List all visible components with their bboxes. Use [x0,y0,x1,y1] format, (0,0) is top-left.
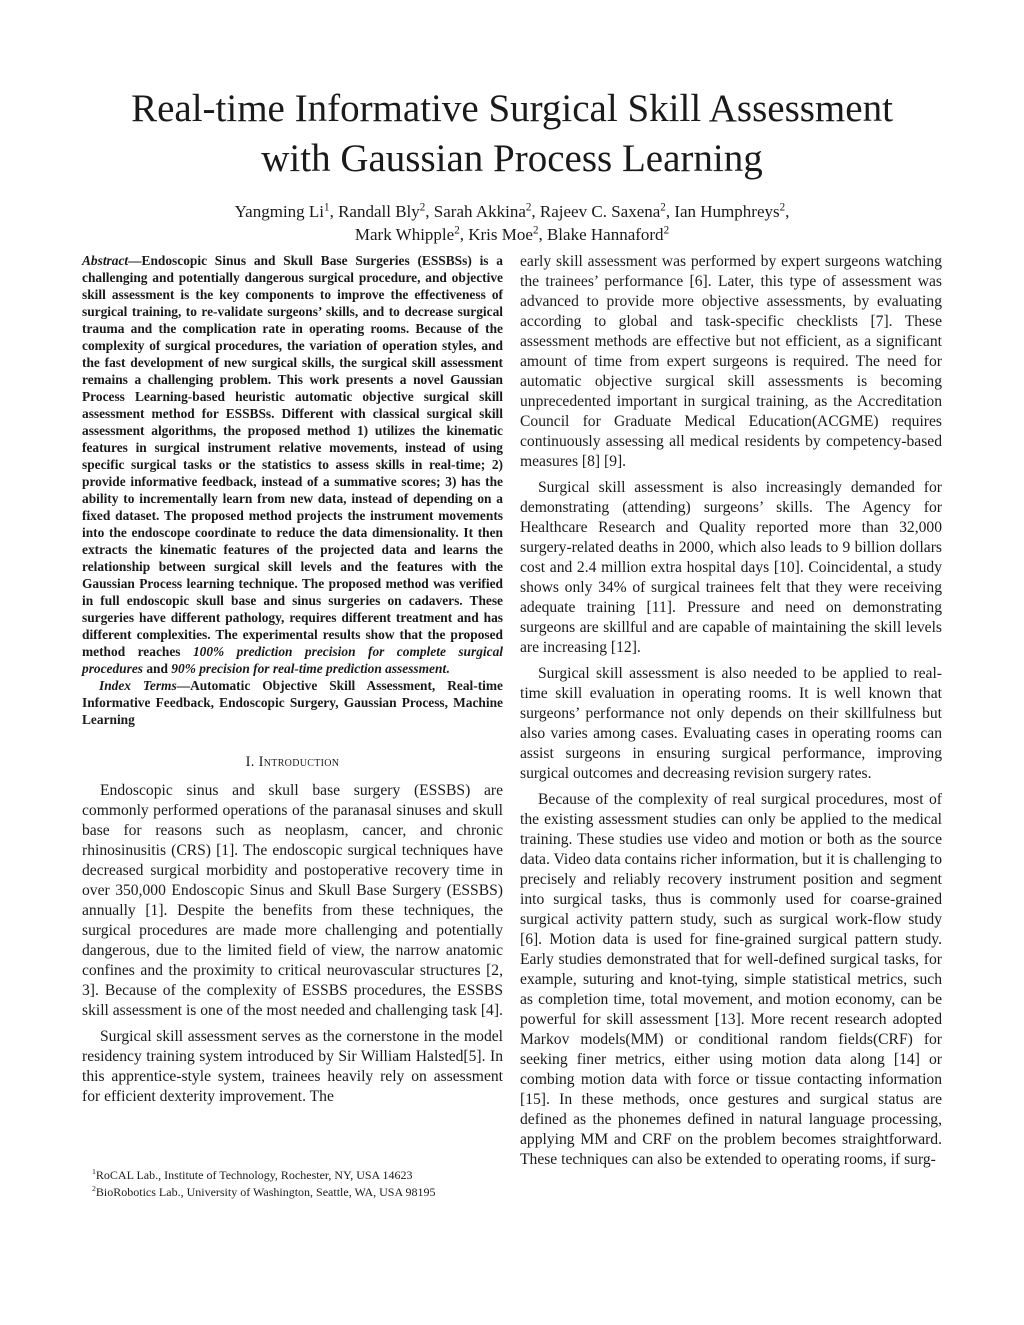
author-name: Randall Bly [338,202,420,221]
footnote-text: BioRobotics Lab., University of Washington, Seattle, WA, USA 98195 [95,1185,436,1199]
abstract-connector: and [143,661,172,676]
author-name: Rajeev C. Saxena [539,202,661,221]
body-paragraph: Because of the complexity of real surgical procedures, most of the existing assessment studies can only be applied to the medical training. These studies use video and motion or both as the source data. Video data contains richer information, but it is challenging to precisely and reliably recovery instrument position and segment into surgical tasks, thus is commonly used for coarse-grained surgical activity pattern study, such as surgical work-flow study [6]. Motion data is used for fine-grained surgical pattern study. Early studies demonstrated that for well-defined surgical tasks, for example, suturing and knot-tying, simple statistical metrics, such as completion time, total movement, and motion economy, can be powerful for skill assessment [13]. More recent research adopted Markov models(MM) or conditional random fields(CRF) for seeking finer metrics, either using motion data along [14] or combing motion data with force or tissue contacting information [15]. In these methods, once gestures and surgical status are defined as the phonemes defined in natural language processing, applying MM and CRF on the problem becomes straightforward. These techniques can also be extended to operating rooms, if surg- [520,791,942,1168]
abstract-result-1: 100% prediction precision for complete surgical procedures [82,644,503,676]
paper-title [0,84,1024,184]
index-terms-text: Automatic Objective Skill Assessment, Real-time Informative Feedback, Endoscopic Surgery, Gaussian Process, Machine Learning [82,678,503,727]
author-name: Ian Humphreys [674,202,780,221]
footnote-mark: 1 [92,1167,96,1176]
footnote-mark: 2 [92,1184,96,1193]
abstract-label: Abstract [82,253,129,268]
author-name: Yangming Li [234,202,325,221]
right-column [520,252,942,1176]
author-separator: , [785,202,790,221]
author-affiliation-mark: 1 [324,201,330,214]
index-terms-dash: — [176,678,191,693]
abstract-dash: — [128,253,142,268]
title-line-2: with Gaussian Process Learning [261,137,763,180]
footnote [82,1167,503,1184]
section-number: I. [245,754,259,770]
right-paragraphs [520,252,942,1170]
author-separator: , [538,225,547,244]
author-line-2 [0,223,1024,246]
author-name: Sarah Akkina [433,202,526,221]
author-name: Kris Moe [468,225,533,244]
author-affiliation-mark: 2 [532,224,539,237]
abstract-end: . [446,661,450,676]
body-paragraph: Surgical skill assessment serves as the cornerstone in the model residency training system introduced by Sir William Halsted[5]. In this apprentice-style system, trainees heavily rely on assessment for efficient dexterity improvement. The [82,1028,503,1105]
author-name: Mark Whipple [354,225,455,244]
author-affiliation-mark: 2 [660,201,666,214]
author-separator: , [329,202,339,221]
author-list [0,200,1024,246]
author-affiliation-mark: 2 [525,201,532,214]
body-paragraph: Surgical skill assessment is also increasingly demanded for demonstrating (attending) surgeons’ skills. The Agency for Healthcare Research and Quality reported more than 32,000 surgery-related deaths in 2000, which also leads to 9 billion dollars cost and 2.4 million extra hospital days [10]. Coincidental, a study shows only 34% of surgical trainees felt that they were receiving adequate training [11]. Pressure and need on demonstrating surgeons are skillful and are capable of maintaining the skill levels are increasing [12]. [520,479,942,656]
section-heading-introduction [82,754,503,771]
abstract-text: Endoscopic Sinus and Skull Base Surgeries (ESSBSs) is a challenging and potentially dangerous surgical procedure, and objective skill assessment is the key components to improve the effectiveness of surgical training, to re-validate surgeons’ skills, and to decrease surgical trauma and the complication rate in operating rooms. Because of the complexity of surgical procedures, the variation of operation styles, and the fast development of new surgical skills, the surgical skill assessment remains a challenging problem. This work presents a novel Gaussian Process Learning-based heuristic automatic objective surgical skill assessment method for ESSBSs. Different with classical surgical skill assessment algorithms, the proposed method 1) utilizes the kinematic features in surgical instrument relative movements, instead of using specific surgical tasks or the statistics to assess skills in real-time; 2) provide informative feedback, instead of a summative scores; 3) has the ability to incrementally learn from new data, instead of depending on a fixed dataset. The proposed method projects the instrument movements into the endoscope coordinate to reduce the data dimensionality. It then extracts the kinematic features of the projected data and learns the relationship between surgical skill levels and the features with the Gaussian Process learning technique. The proposed method was verified in full endoscopic skull base and sinus surgeries on cadavers. These surgeries have different pathology, requires different treatment and has different complexities. The experimental results show that the proposed method reaches [82,253,503,659]
author-separator: , [459,225,469,244]
author-affiliation-mark: 2 [454,224,460,237]
body-paragraph: early skill assessment was performed by expert surgeons watching the trainees’ performance [6]. Later, this type of assessment was advanced to provide more objective assessments, by evaluating according to global and task-specific checklists [7]. These assessment methods are effective but not efficient, as a significant amount of time from expert surgeons is required. The need for automatic objective surgical skill assessments is becoming unprecedented important in surgical training, as the Accreditation Council for Graduate Medical Education(ACGME) requires continuously assessing all medical residents by competency-based measures [8] [9]. [520,253,942,470]
author-affiliation-mark: 2 [779,201,786,214]
section-title: Introduction [258,754,340,770]
abstract [82,252,503,677]
footnote-text: RoCAL Lab., Institute of Technology, Rochester, NY, USA 14623 [95,1168,413,1182]
author-separator: , [665,202,675,221]
index-terms-label: Index Terms [99,678,177,693]
author-name: Blake Hannaford [546,225,664,244]
author-separator: , [531,202,540,221]
index-terms [82,677,503,728]
author-affiliation-mark: 2 [663,224,670,237]
author-line-1 [0,200,1024,223]
footnotes [82,1167,503,1201]
abstract-result-2: 90% precision for real-time prediction assessment [171,661,447,676]
body-paragraph: Endoscopic sinus and skull base surgery (ESSBS) are commonly performed operations of the paranasal sinuses and skull base for reasons such as neoplasm, cancer, and chronic rhinosinusitis (CRS) [1]. The endoscopic surgical techniques have decreased surgical morbidity and postoperative recovery time in over 350,000 Endoscopic Sinus and Skull Base Surgery (ESSBS) annually [1]. Despite the benefits from these techniques, the surgical procedures are made more challenging and potentially dangerous, due to the limited field of view, the narrow anatomic confines and the proximity to critical neurovascular structures [2, 3]. Because of the complexity of ESSBS procedures, the ESSBS skill assessment is one of the most needed and challenging task [4]. [82,782,503,1019]
footnote [82,1184,503,1201]
author-affiliation-mark: 2 [419,201,426,214]
body-paragraph: Surgical skill assessment is also needed to be applied to real-time skill evaluation in operating rooms. It is well known that surgeons’ performance not only depends on their skillfulness but also varies among cases. Evaluating cases in operating rooms can assist surgeons in ensuring surgical performance, improving surgical outcomes and decreasing revision surgery rates. [520,665,942,782]
author-separator: , [425,202,434,221]
title-line-1: Real-time Informative Surgical Skill Assessment [131,87,893,130]
left-paragraphs [82,781,503,1107]
left-column [82,252,503,1113]
